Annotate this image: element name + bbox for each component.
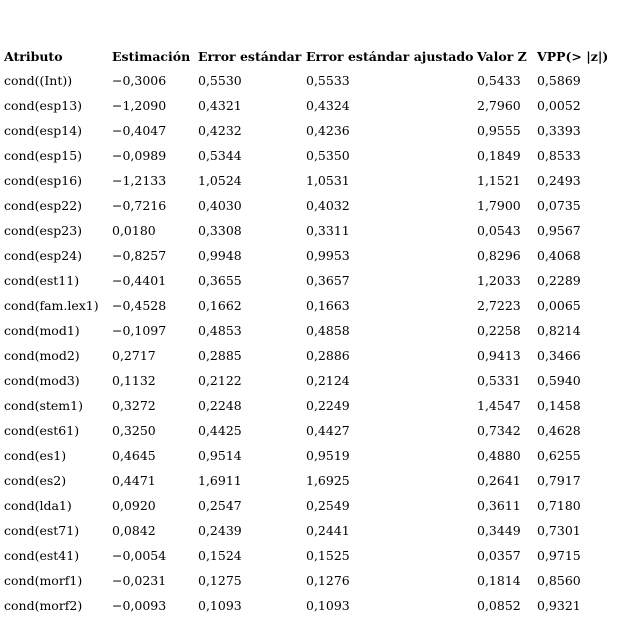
adj-std-error-cell: 0,9519 <box>306 448 350 463</box>
adj-std-error-cell: 0,1093 <box>306 598 350 613</box>
estimate-cell: 0,0180 <box>112 223 156 238</box>
header-valor-z: Valor Z <box>477 48 527 64</box>
attribute-cell: cond(mod1) <box>4 323 80 338</box>
z-value-cell: 1,7900 <box>477 198 521 213</box>
adj-std-error-cell: 0,4236 <box>306 123 350 138</box>
z-value-cell: 0,7342 <box>477 423 521 438</box>
std-error-cell: 0,5530 <box>198 73 242 88</box>
estimate-cell: 0,0920 <box>112 498 156 513</box>
estimate-cell: 0,0842 <box>112 523 156 538</box>
p-value-cell: 0,4068 <box>537 248 581 263</box>
table-row <box>4 268 615 293</box>
std-error-cell: 0,4321 <box>198 98 242 113</box>
z-value-cell: 0,0852 <box>477 598 521 613</box>
table-row <box>4 93 615 118</box>
attribute-cell: cond(est71) <box>4 523 80 538</box>
estimate-cell: 0,3272 <box>112 398 156 413</box>
std-error-cell: 0,2122 <box>198 373 242 388</box>
attribute-cell: cond(esp22) <box>4 198 83 213</box>
p-value-cell: 0,6255 <box>537 448 581 463</box>
estimate-cell: 0,3250 <box>112 423 156 438</box>
p-value-cell: 0,7301 <box>537 523 581 538</box>
adj-std-error-cell: 0,5533 <box>306 73 350 88</box>
p-value-cell: 0,1458 <box>537 398 581 413</box>
estimate-cell: −0,1097 <box>112 323 167 338</box>
table-header-row <box>4 44 615 68</box>
std-error-cell: 0,3308 <box>198 223 242 238</box>
adj-std-error-cell: 0,1663 <box>306 298 350 313</box>
attribute-cell: cond(esp13) <box>4 98 83 113</box>
p-value-cell: 0,9567 <box>537 223 581 238</box>
adj-std-error-cell: 0,2886 <box>306 348 350 363</box>
table-row <box>4 418 615 443</box>
adj-std-error-cell: 0,2124 <box>306 373 350 388</box>
adj-std-error-cell: 0,4032 <box>306 198 350 213</box>
table-row <box>4 343 615 368</box>
z-value-cell: 2,7223 <box>477 298 521 313</box>
std-error-cell: 0,5344 <box>198 148 242 163</box>
std-error-cell: 0,2439 <box>198 523 242 538</box>
table-row <box>4 543 615 568</box>
table-row <box>4 443 615 468</box>
table-row <box>4 593 615 618</box>
z-value-cell: 2,7960 <box>477 98 521 113</box>
table-row <box>4 468 615 493</box>
table-row <box>4 368 615 393</box>
p-value-cell: 0,2493 <box>537 173 581 188</box>
estimate-cell: −0,0231 <box>112 573 167 588</box>
header-estimacion: Estimación <box>112 48 191 64</box>
p-value-cell: 0,5869 <box>537 73 581 88</box>
estimate-cell: 0,4645 <box>112 448 156 463</box>
p-value-cell: 0,7180 <box>537 498 581 513</box>
std-error-cell: 1,0524 <box>198 173 242 188</box>
estimate-cell: −0,0093 <box>112 598 167 613</box>
p-value-cell: 0,3393 <box>537 123 581 138</box>
table-row <box>4 518 615 543</box>
adj-std-error-cell: 1,6925 <box>306 473 350 488</box>
table-row <box>4 293 615 318</box>
std-error-cell: 0,4853 <box>198 323 242 338</box>
z-value-cell: 0,5331 <box>477 373 521 388</box>
header-vpp: VPP(> |z|) <box>537 48 609 64</box>
estimate-cell: −0,4047 <box>112 123 167 138</box>
attribute-cell: cond((Int)) <box>4 73 73 88</box>
z-value-cell: 0,9555 <box>477 123 521 138</box>
attribute-cell: cond(est41) <box>4 548 80 563</box>
attribute-cell: cond(esp16) <box>4 173 83 188</box>
p-value-cell: 0,0052 <box>537 98 581 113</box>
std-error-cell: 0,4232 <box>198 123 242 138</box>
p-value-cell: 0,2289 <box>537 273 581 288</box>
attribute-cell: cond(fam.lex1) <box>4 298 99 313</box>
estimate-cell: −0,8257 <box>112 248 167 263</box>
p-value-cell: 0,8560 <box>537 573 581 588</box>
table-row <box>4 218 615 243</box>
regression-coefficients-table <box>4 44 615 618</box>
std-error-cell: 0,1275 <box>198 573 242 588</box>
z-value-cell: 0,2258 <box>477 323 521 338</box>
z-value-cell: 0,3449 <box>477 523 521 538</box>
std-error-cell: 0,9514 <box>198 448 242 463</box>
z-value-cell: 0,0357 <box>477 548 521 563</box>
std-error-cell: 0,3655 <box>198 273 242 288</box>
table-row <box>4 243 615 268</box>
p-value-cell: 0,0065 <box>537 298 581 313</box>
z-value-cell: 0,1849 <box>477 148 521 163</box>
p-value-cell: 0,0735 <box>537 198 581 213</box>
std-error-cell: 0,2547 <box>198 498 242 513</box>
estimate-cell: −0,4528 <box>112 298 167 313</box>
z-value-cell: 0,3611 <box>477 498 521 513</box>
p-value-cell: 0,3466 <box>537 348 581 363</box>
estimate-cell: −0,3006 <box>112 73 167 88</box>
estimate-cell: −1,2090 <box>112 98 167 113</box>
adj-std-error-cell: 0,4858 <box>306 323 350 338</box>
std-error-cell: 0,1093 <box>198 598 242 613</box>
std-error-cell: 0,9948 <box>198 248 242 263</box>
header-error-estandar-ajustado: Error estándar ajustado <box>306 48 474 64</box>
adj-std-error-cell: 0,2441 <box>306 523 350 538</box>
attribute-cell: cond(morf2) <box>4 598 83 613</box>
estimate-cell: −0,4401 <box>112 273 167 288</box>
table-row <box>4 168 615 193</box>
z-value-cell: 1,2033 <box>477 273 521 288</box>
z-value-cell: 1,4547 <box>477 398 521 413</box>
estimate-cell: 0,4471 <box>112 473 156 488</box>
attribute-cell: cond(esp24) <box>4 248 83 263</box>
adj-std-error-cell: 0,9953 <box>306 248 350 263</box>
adj-std-error-cell: 0,2549 <box>306 498 350 513</box>
z-value-cell: 1,1521 <box>477 173 521 188</box>
std-error-cell: 1,6911 <box>198 473 242 488</box>
table-row <box>4 493 615 518</box>
std-error-cell: 0,4425 <box>198 423 242 438</box>
table-row <box>4 393 615 418</box>
attribute-cell: cond(mod2) <box>4 348 80 363</box>
std-error-cell: 0,1524 <box>198 548 242 563</box>
estimate-cell: −0,0054 <box>112 548 167 563</box>
attribute-cell: cond(es1) <box>4 448 67 463</box>
std-error-cell: 0,2885 <box>198 348 242 363</box>
p-value-cell: 0,9321 <box>537 598 581 613</box>
adj-std-error-cell: 0,2249 <box>306 398 350 413</box>
z-value-cell: 0,8296 <box>477 248 521 263</box>
z-value-cell: 0,0543 <box>477 223 521 238</box>
p-value-cell: 0,4628 <box>537 423 581 438</box>
z-value-cell: 0,1814 <box>477 573 521 588</box>
adj-std-error-cell: 0,3657 <box>306 273 350 288</box>
adj-std-error-cell: 1,0531 <box>306 173 350 188</box>
table-body <box>4 68 615 618</box>
estimate-cell: 0,1132 <box>112 373 156 388</box>
z-value-cell: 0,2641 <box>477 473 521 488</box>
std-error-cell: 0,2248 <box>198 398 242 413</box>
adj-std-error-cell: 0,1276 <box>306 573 350 588</box>
estimate-cell: −0,7216 <box>112 198 167 213</box>
z-value-cell: 0,9413 <box>477 348 521 363</box>
p-value-cell: 0,8214 <box>537 323 581 338</box>
attribute-cell: cond(morf1) <box>4 573 83 588</box>
std-error-cell: 0,1662 <box>198 298 242 313</box>
std-error-cell: 0,4030 <box>198 198 242 213</box>
z-value-cell: 0,5433 <box>477 73 521 88</box>
attribute-cell: cond(est61) <box>4 423 80 438</box>
table-row <box>4 193 615 218</box>
adj-std-error-cell: 0,4427 <box>306 423 350 438</box>
p-value-cell: 0,7917 <box>537 473 581 488</box>
table-row <box>4 568 615 593</box>
attribute-cell: cond(est11) <box>4 273 80 288</box>
table-row <box>4 118 615 143</box>
attribute-cell: cond(esp14) <box>4 123 83 138</box>
header-atributo: Atributo <box>4 48 63 64</box>
p-value-cell: 0,9715 <box>537 548 581 563</box>
adj-std-error-cell: 0,5350 <box>306 148 350 163</box>
adj-std-error-cell: 0,1525 <box>306 548 350 563</box>
table-row <box>4 68 615 93</box>
estimate-cell: −1,2133 <box>112 173 167 188</box>
p-value-cell: 0,8533 <box>537 148 581 163</box>
p-value-cell: 0,5940 <box>537 373 581 388</box>
attribute-cell: cond(mod3) <box>4 373 80 388</box>
adj-std-error-cell: 0,3311 <box>306 223 350 238</box>
attribute-cell: cond(lda1) <box>4 498 72 513</box>
table-row <box>4 318 615 343</box>
z-value-cell: 0,4880 <box>477 448 521 463</box>
attribute-cell: cond(esp23) <box>4 223 83 238</box>
adj-std-error-cell: 0,4324 <box>306 98 350 113</box>
estimate-cell: −0,0989 <box>112 148 167 163</box>
header-error-estandar: Error estándar <box>198 48 302 64</box>
estimate-cell: 0,2717 <box>112 348 156 363</box>
attribute-cell: cond(es2) <box>4 473 67 488</box>
attribute-cell: cond(stem1) <box>4 398 83 413</box>
attribute-cell: cond(esp15) <box>4 148 83 163</box>
table-row <box>4 143 615 168</box>
